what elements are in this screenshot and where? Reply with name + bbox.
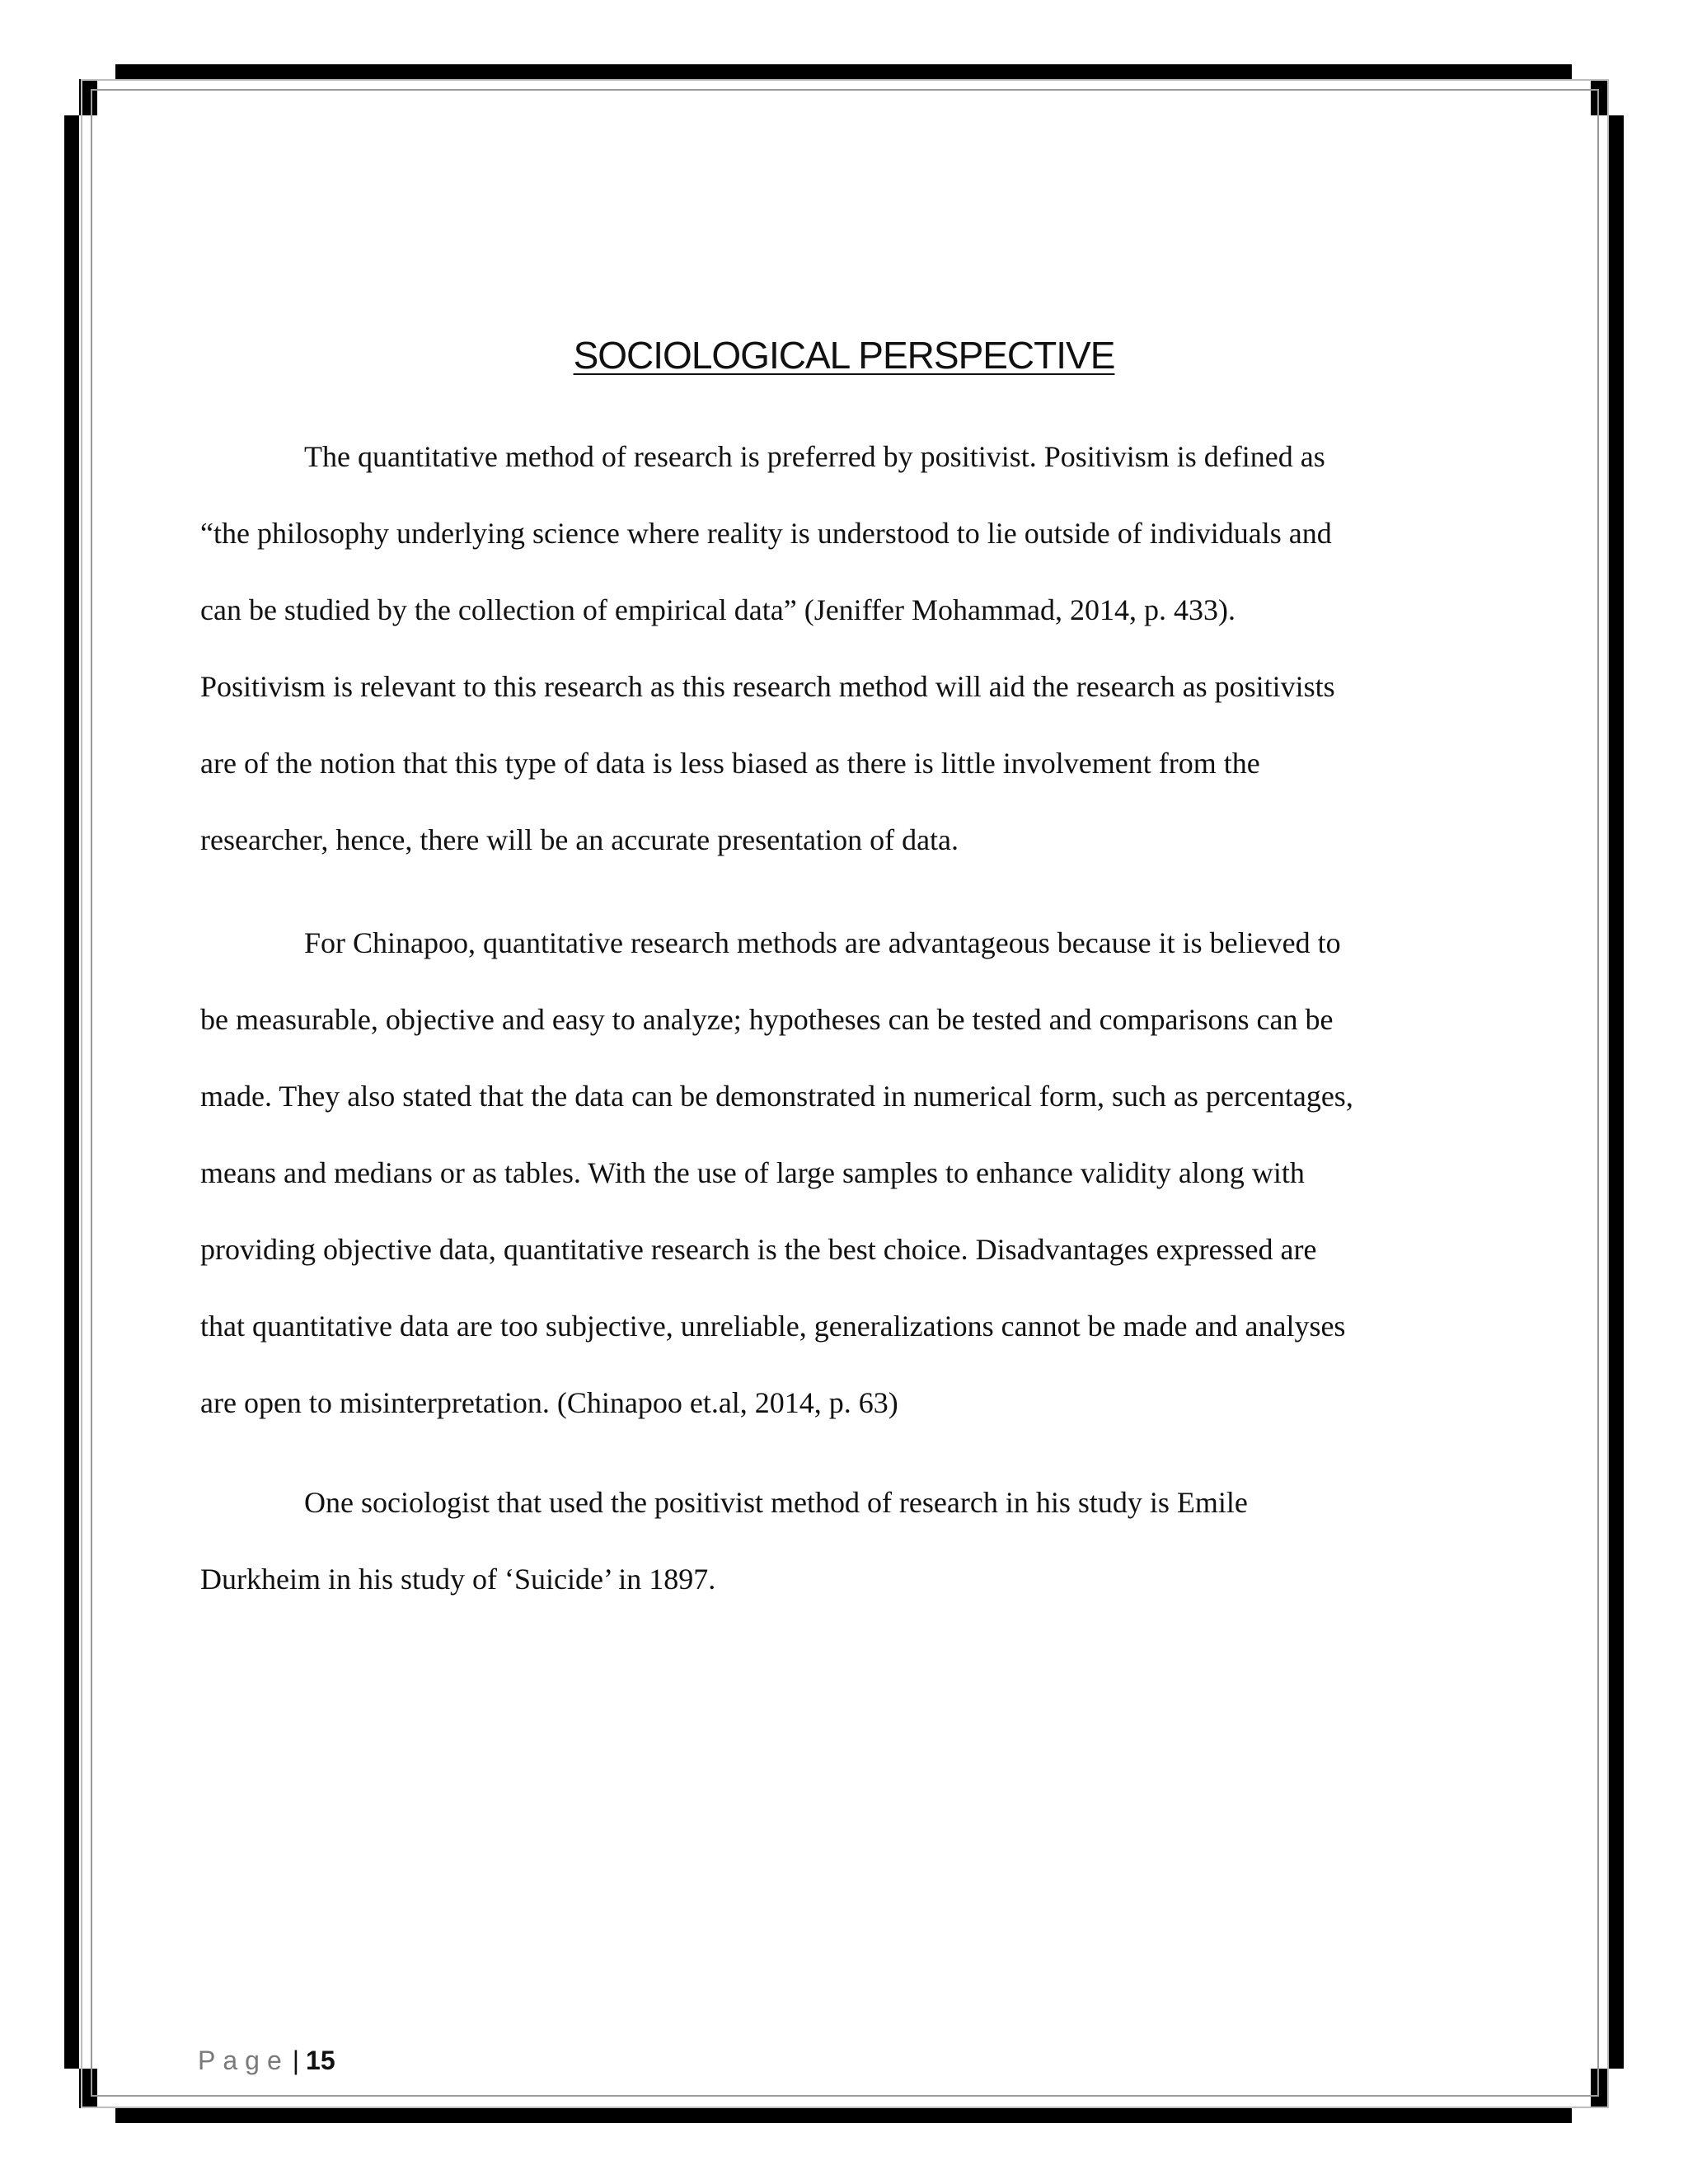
- border-bottom-bar: [115, 2108, 1572, 2123]
- border-top-bar: [115, 64, 1572, 79]
- page-title-text: SOCIOLOGICAL PERSPECTIVE: [573, 334, 1115, 377]
- text-line: are open to misinterpretation. (Chinapoo et.al, 2014, p. 63): [200, 1386, 898, 1419]
- text-line: are of the notion that this type of data is less biased as there is little involvement from the: [200, 747, 1260, 780]
- paragraph-durkheim: [200, 1465, 1503, 1618]
- text-line: providing objective data, quantitative research is the best choice. Disadvantages expressed are: [200, 1233, 1317, 1266]
- page-number: 15: [306, 2046, 335, 2075]
- border-right-bar: [1609, 115, 1624, 2069]
- text-line: Positivism is relevant to this research as this research method will aid the research as positivists: [200, 670, 1335, 703]
- text-line: researcher, hence, there will be an accurate presentation of data.: [200, 823, 959, 856]
- paragraph-positivism: [200, 419, 1503, 879]
- text-line: Durkheim in his study of ‘Suicide’ in 1897.: [200, 1563, 716, 1596]
- page-title: [0, 333, 1688, 377]
- text-line: can be studied by the collection of empirical data” (Jeniffer Mohammad, 2014, p. 433).: [200, 593, 1236, 626]
- text-line: means and medians or as tables. With the use of large samples to enhance validity along with: [200, 1156, 1305, 1189]
- text-line: The quantitative method of research is preferred by positivist. Positivism is defined as: [304, 440, 1325, 473]
- text-line: made. They also stated that the data can be demonstrated in numerical form, such as percentages,: [200, 1080, 1353, 1113]
- text-line: that quantitative data are too subjective, unreliable, generalizations cannot be made and analyses: [200, 1310, 1346, 1343]
- text-line: One sociologist that used the positivist method of research in his study is Emile: [304, 1486, 1248, 1519]
- page-label: Page: [198, 2046, 289, 2075]
- paragraph-chinapoo: [200, 905, 1503, 1441]
- text-line: be measurable, objective and easy to analyze; hypotheses can be tested and comparisons can be: [200, 1003, 1334, 1036]
- border-left-bar: [64, 115, 79, 2069]
- text-line: “the philosophy underlying science where reality is understood to lie outside of individuals and: [200, 517, 1332, 550]
- page-separator: |: [292, 2046, 300, 2075]
- text-line: For Chinapoo, quantitative research methods are advantageous because it is believed to: [304, 926, 1341, 959]
- page-footer: [198, 2046, 335, 2076]
